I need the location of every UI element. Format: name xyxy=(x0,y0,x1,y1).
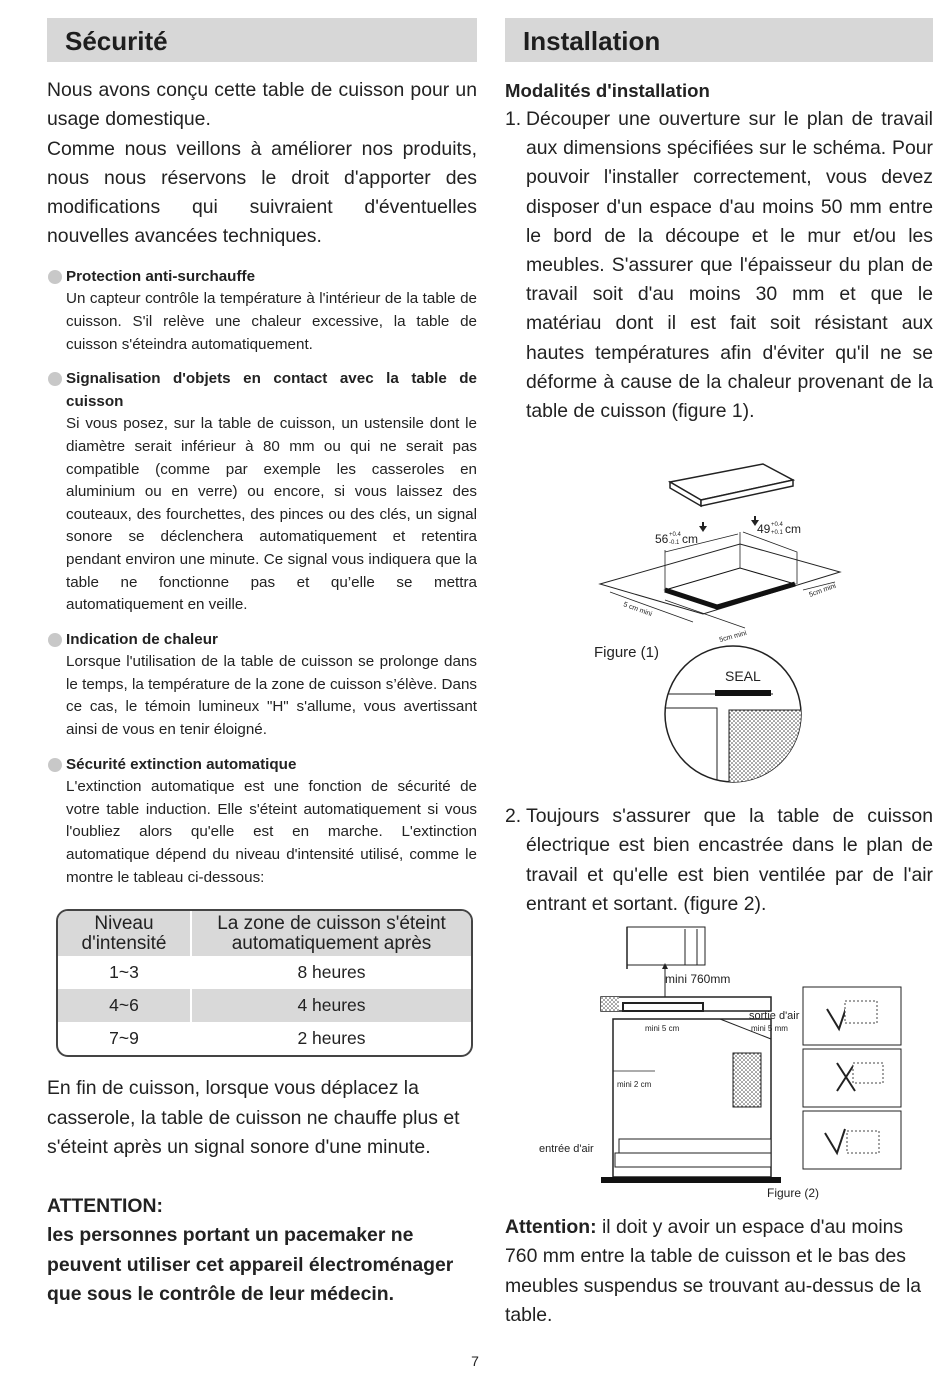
table-cell-level: 1~3 xyxy=(58,956,191,989)
dim-right-tol-top: +0.4 xyxy=(771,522,783,529)
attention-title: ATTENTION: xyxy=(47,1195,163,1218)
table-header-shutoff: La zone de cuisson s'éteint automatiquement après xyxy=(191,911,471,956)
table-cell-level: 7~9 xyxy=(58,1022,191,1055)
mini-760-label: mini 760mm xyxy=(665,972,731,987)
figure-1 xyxy=(505,432,933,792)
step-text: Découper une ouverture sur le plan de travail aux dimensions spécifiées sur le schéma. Pour pouvoir l'installer correctement, vous devez disposer d'un espace d'au moins 50 mm entre le bord de la découpe et le mur et/ou les meubles. S'assurer que l'épaisseur du plan de travail soit d'au moins 30 mm et que le matériau dont il est fait soit résistant aux hautes températures afin d'éviter qu'il ne se déforme à cause de la chaleur provenant de la table de cuisson (figure 1). xyxy=(526,108,933,423)
table-cell-duration: 2 heures xyxy=(297,1028,366,1049)
bullet-dot-icon xyxy=(48,758,62,772)
dim-left-tol-top: +0.4 xyxy=(669,532,681,539)
installation-column xyxy=(505,18,933,1330)
dim-left-tol-bottom: -0.1 xyxy=(669,540,680,547)
attention-label: Attention: xyxy=(505,1216,597,1239)
attention-text: les personnes portant un pacemaker ne peuvent utiliser cet appareil électroménager que sous le contrôle de leur médecin. xyxy=(47,1224,454,1305)
safety-column xyxy=(47,18,477,1309)
step-number: 2. xyxy=(505,805,522,828)
installation-subheading: Modalités d'installation xyxy=(505,80,710,101)
air-outlet-label: sortie d'air xyxy=(749,1010,800,1023)
table-cell-duration: 8 heures xyxy=(297,962,366,983)
intro-paragraph-2: Comme nous veillons à améliorer nos produits, nous nous réservons le droit d'apporter des modifications qui suivraient d'éventuelles nouvelles avancées techniques. xyxy=(47,137,477,248)
cutout-diagram xyxy=(505,432,933,792)
intro-text xyxy=(47,76,477,252)
figure-1-caption: Figure (1) xyxy=(594,644,660,662)
bullet-text: L'extinction automatique est une fonction de sécurité de votre table induction. Elle s'éteint automatiquement si vous l'oubliez alors qu'elle est en marche. L'extinction automatique dépend du niveau d'intensité utilisé, comme le montre le tableau ci-dessous: xyxy=(66,778,477,886)
section-header-installation: Installation xyxy=(505,18,933,62)
mini-label-b: 5cm mini xyxy=(718,630,748,645)
bullet-dot-icon xyxy=(48,270,62,284)
installation-attention xyxy=(505,1213,933,1330)
table-row xyxy=(58,956,471,989)
table-header-level: Niveau d'intensité xyxy=(58,911,191,956)
bullet-dot-icon xyxy=(48,372,62,386)
bullet-text: Si vous posez, sur la table de cuisson, un ustensile dont le diamètre serait inférieur à 80 mm ou qui ne serait pas compatible (comme par exemple les casseroles en aluminium ou en verre) ou encore, si vous laissez des couteaux, des fourchettes, des pinces ou des clés, un signal sonore se déclenchera automatiquement et retentira pendant environ une minute. Ce signal vous indiquera que la table ne fonctionne pas et qu’elle se mettra automatiquement en veille. xyxy=(66,415,477,614)
section-header-securite: Sécurité xyxy=(47,18,477,62)
bullet-title: Signalisation d'objets en contact avec la table de cuisson xyxy=(66,370,477,410)
bullet-overheat xyxy=(47,266,477,356)
table-cell-level: 4~6 xyxy=(58,989,191,1022)
bullet-heat-indication xyxy=(47,629,477,742)
end-of-cooking-text: En fin de cuisson, lorsque vous déplacez la casserole, la table de cuisson ne chauffe plus et s'éteint après un signal sonore d'une minute. xyxy=(47,1077,460,1158)
dim-left-value: 56 xyxy=(655,532,669,547)
bullet-title: Indication de chaleur xyxy=(66,630,218,648)
air-inlet-label: entrée d'air xyxy=(539,1143,594,1156)
bullet-dot-icon xyxy=(48,633,62,647)
step-2 xyxy=(505,802,933,919)
bullet-text: Lorsque l'utilisation de la table de cuisson se prolonge dans le temps, la température de la zone de cuisson s’élève. Dans ce cas, le témoin lumineux "H" s'allume, vous avertissant ainsi de vous en tenir éloigné. xyxy=(66,653,477,739)
shutoff-table xyxy=(56,909,473,1057)
mini-label-a: 5 cm mini xyxy=(622,601,653,619)
mini-2cm-label: mini 2 cm xyxy=(617,1080,652,1090)
figure-2 xyxy=(505,921,933,1209)
mini-label-c: 5cm mini xyxy=(808,582,838,600)
bullet-title: Protection anti-surchauffe xyxy=(66,267,256,285)
dim-right-unit: cm xyxy=(785,522,801,537)
intro-paragraph-1: Nous avons conçu cette table de cuisson pour un usage domestique. xyxy=(47,79,477,131)
step-1 xyxy=(505,105,933,426)
bullet-object-detection xyxy=(47,368,477,617)
mini-5cm-label: mini 5 cm xyxy=(645,1024,680,1034)
attention-block xyxy=(47,1192,477,1309)
table-cell-duration: 4 heures xyxy=(191,989,471,1022)
bullet-text: Un capteur contrôle la température à l'intérieur de la table de cuisson. S'il relève une chaleur excessive, la table de cuisson s'éteindra automatiquement. xyxy=(66,290,477,353)
bullet-title: Sécurité extinction automatique xyxy=(66,755,297,773)
step-text: Toujours s'assurer que la table de cuisson électrique est bien encastrée dans le plan de travail et qu'elle est bien ventilée par de l'air entrant et sortant. (figure 2). xyxy=(526,805,933,915)
bullet-auto-shutoff xyxy=(47,754,477,890)
attention-text: il doit y avoir un espace d'au moins 760 mm entre la table de cuisson et le bas des meubles suspendus se trouvant au-dessus de la table. xyxy=(505,1216,922,1326)
step-number: 1. xyxy=(505,108,522,130)
table-row xyxy=(58,989,471,1022)
figure-2-caption: Figure (2) xyxy=(767,1186,820,1201)
dim-right-tol-bottom: +0.1 xyxy=(771,530,783,537)
dim-left-unit: cm xyxy=(682,532,698,547)
table-row xyxy=(58,1022,471,1055)
ventilation-diagram xyxy=(505,921,933,1209)
page-number: 7 xyxy=(471,1353,479,1369)
mini-5mm-label: mini 5 mm xyxy=(751,1024,788,1034)
dim-right-value: 49 xyxy=(757,522,771,537)
seal-label: SEAL xyxy=(725,668,761,685)
